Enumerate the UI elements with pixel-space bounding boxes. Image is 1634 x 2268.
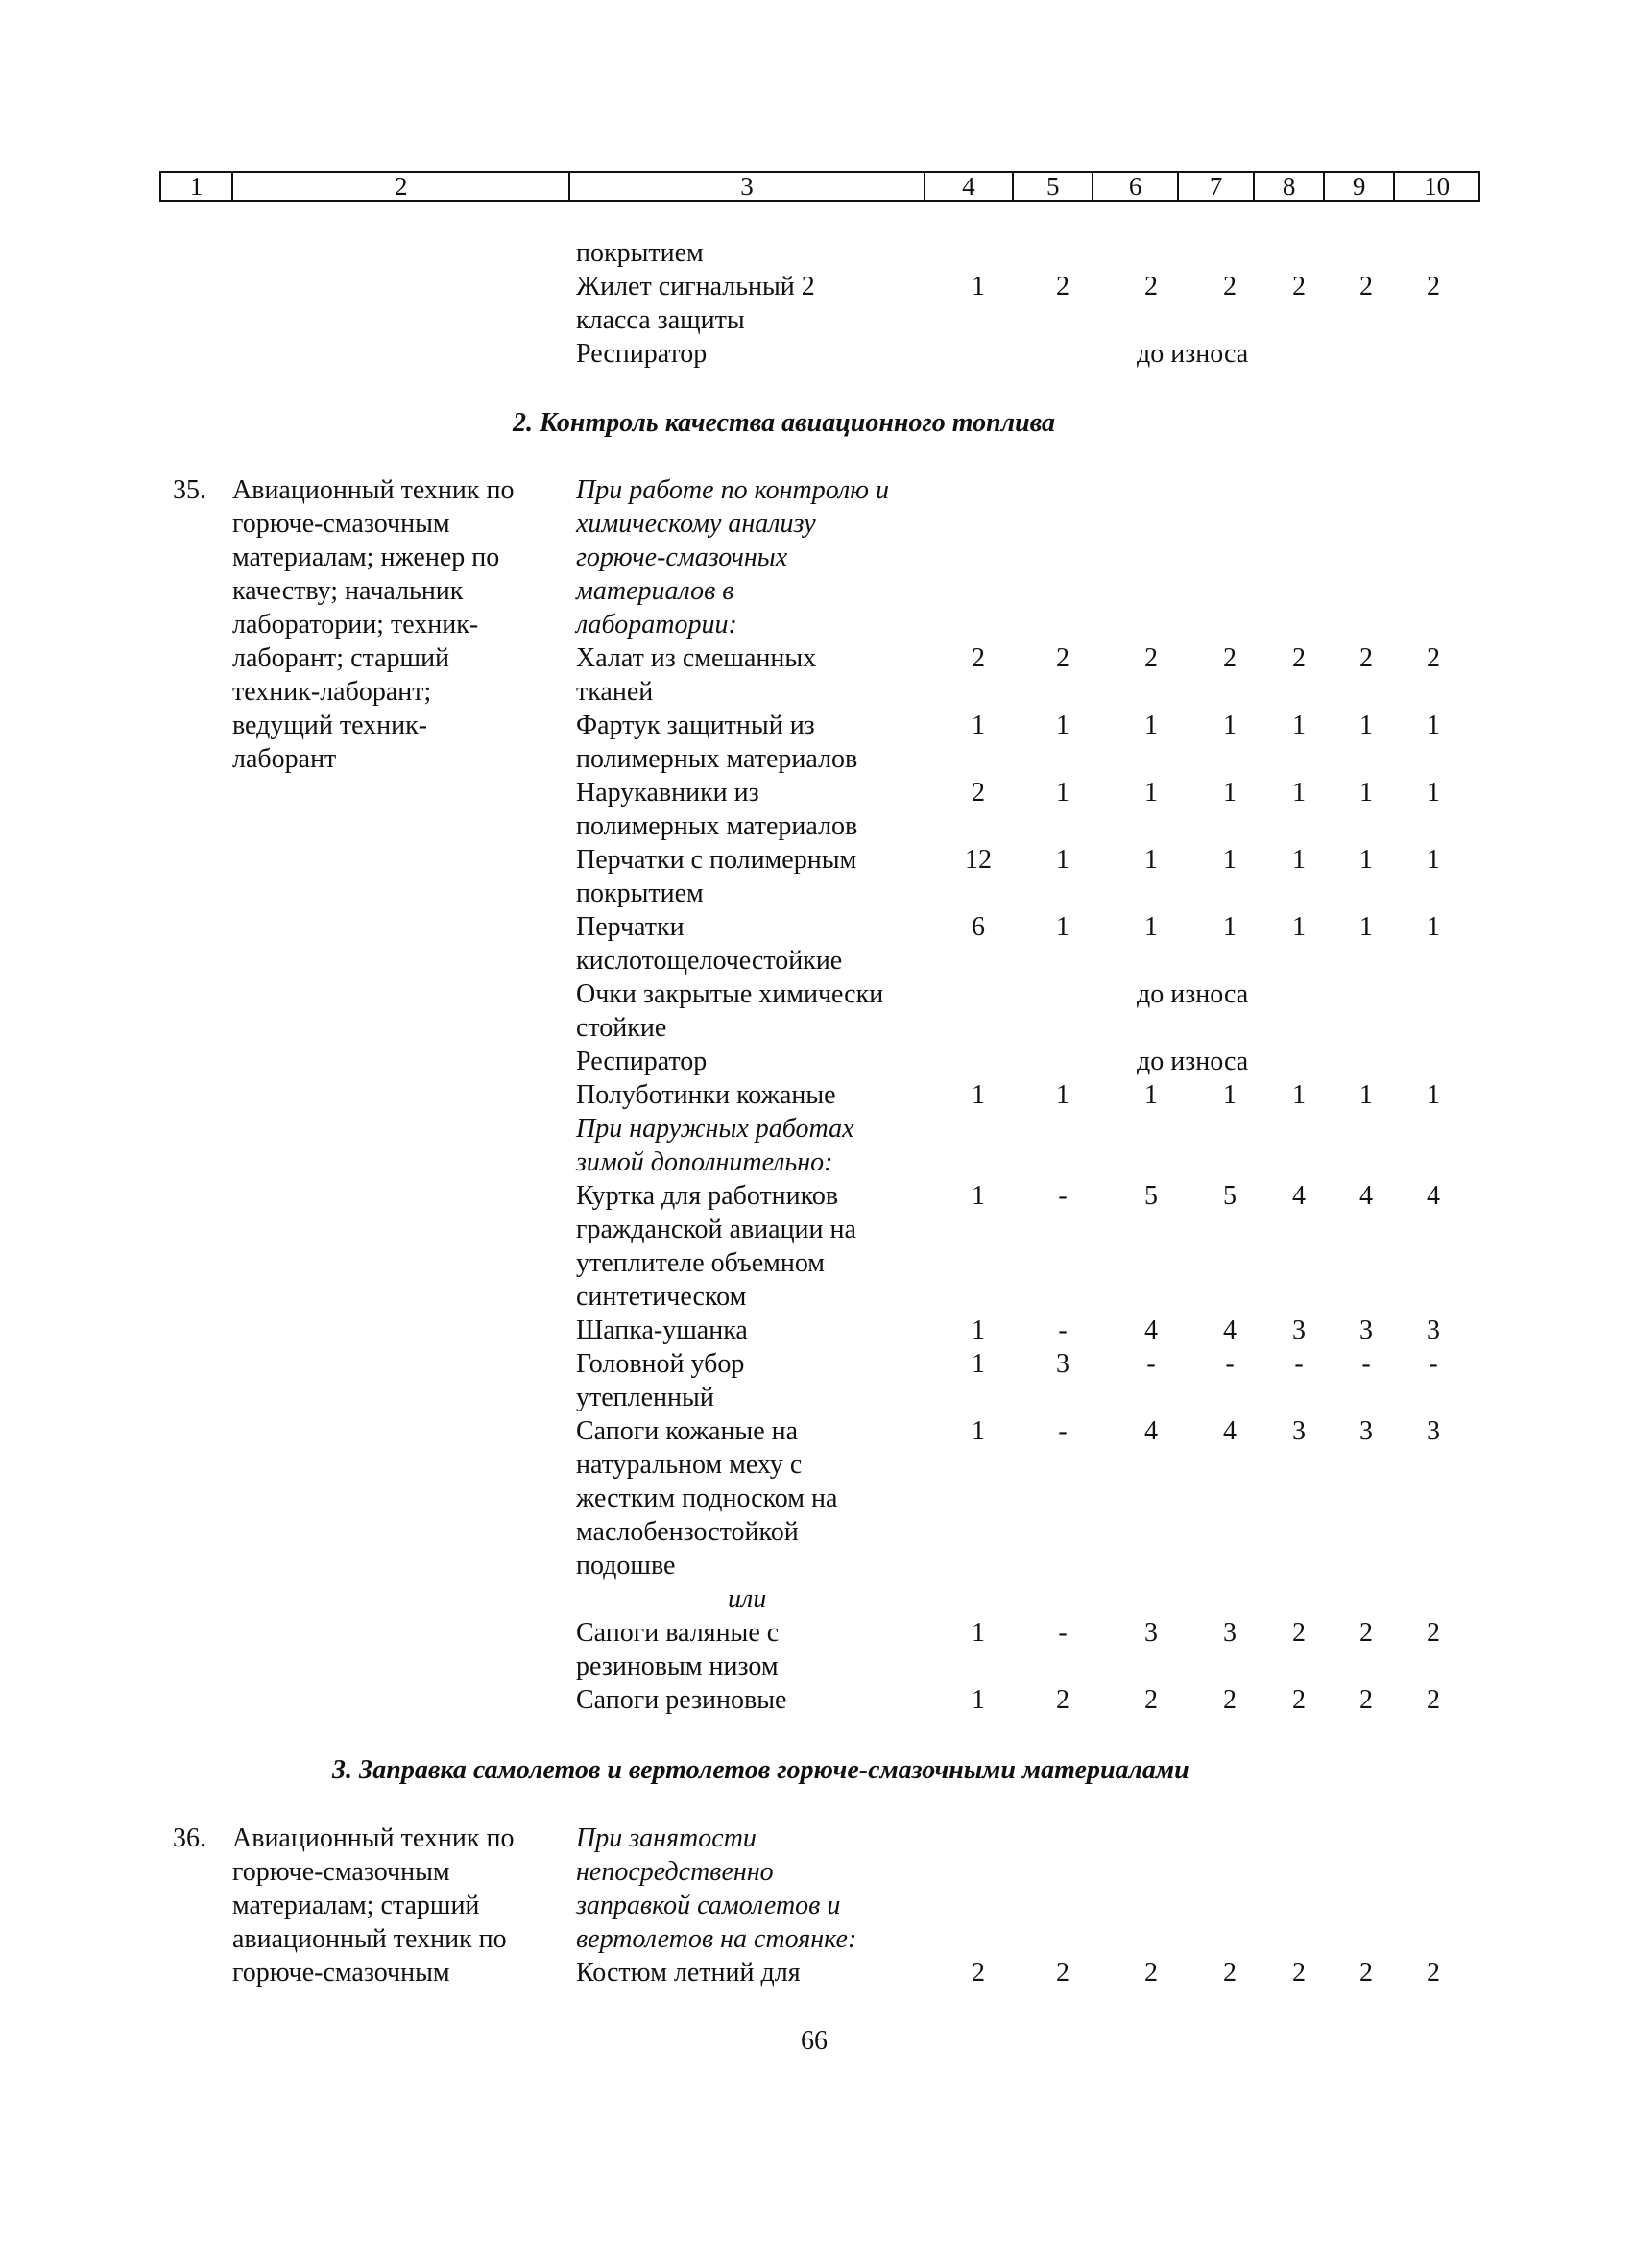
qty-col-8: 1 — [1292, 778, 1306, 808]
qty-col-4: 1 — [972, 1416, 985, 1446]
qty-col-6: - — [1146, 1349, 1156, 1379]
section-title: 3. Заправка самолетов и вертолетов горюче-смазочными материалами — [332, 1755, 1189, 1785]
item-name: Респиратор — [576, 339, 708, 369]
qty-col-8: 1 — [1292, 1080, 1306, 1110]
qty-col-6: 1 — [1144, 912, 1158, 942]
position-line: авиационный техник по — [232, 1924, 507, 1954]
qty-col-7: 2 — [1223, 643, 1237, 673]
item-number: 35. — [173, 475, 206, 505]
qty-col-10: 2 — [1427, 1958, 1440, 1988]
item-name: натуральном меху с — [576, 1450, 803, 1480]
qty-col-6: 4 — [1144, 1315, 1158, 1345]
qty-col-8: - — [1294, 1349, 1304, 1379]
qty-col-8: 2 — [1292, 272, 1306, 302]
header-col-5: 5 — [1012, 173, 1092, 200]
qty-col-5: - — [1058, 1181, 1068, 1211]
qty-col-9: 2 — [1359, 1958, 1373, 1988]
qty-col-10: 2 — [1427, 1685, 1440, 1715]
qty-col-7: 1 — [1223, 1080, 1237, 1110]
position-line: горюче-смазочным — [232, 1958, 450, 1988]
item-name: жестким подноском на — [576, 1484, 838, 1513]
qty-col-5: - — [1058, 1618, 1068, 1648]
qty-col-7: 4 — [1223, 1315, 1237, 1345]
item-name: полимерных материалов — [576, 811, 858, 841]
qty-col-5: 2 — [1056, 643, 1069, 673]
item-name: Сапоги кожаные на — [576, 1416, 799, 1446]
header-col-8: 8 — [1253, 173, 1323, 200]
item-name: Жилет сигнальный 2 — [576, 272, 815, 302]
qty-col-10: 2 — [1427, 272, 1440, 302]
position-line: материалам; старший — [232, 1891, 480, 1920]
qty-col-8: 2 — [1292, 1685, 1306, 1715]
qty-col-5: 1 — [1056, 912, 1069, 942]
qty-col-5: 1 — [1056, 778, 1069, 808]
header-col-3: 3 — [568, 173, 923, 200]
work-condition: При работе по контролю и — [576, 475, 889, 505]
qty-col-10: 3 — [1427, 1416, 1440, 1446]
item-name: утеплителе объемном — [576, 1248, 826, 1278]
item-name: Сапоги валяные с — [576, 1618, 780, 1648]
position-line: ведущий техник- — [232, 711, 428, 740]
header-col-7: 7 — [1177, 173, 1253, 200]
qty-col-4: 2 — [972, 778, 985, 808]
work-condition: материалов в — [576, 576, 734, 606]
qty-col-4: 1 — [972, 1181, 985, 1211]
qty-col-6: 2 — [1144, 643, 1158, 673]
qty-col-4: 1 — [972, 1080, 985, 1110]
qty-col-9: 2 — [1359, 1618, 1373, 1648]
header-col-10: 10 — [1393, 173, 1478, 200]
qty-col-7: 2 — [1223, 1685, 1237, 1715]
qty-col-6: 2 — [1144, 272, 1158, 302]
qty-col-9: 1 — [1359, 845, 1373, 875]
qty-col-8: 3 — [1292, 1315, 1306, 1345]
item-name: Сапоги резиновые — [576, 1685, 787, 1715]
qty-col-8: 2 — [1292, 1958, 1306, 1988]
qty-col-7: 1 — [1223, 778, 1237, 808]
item-name: покрытием — [576, 238, 704, 268]
item-name: маслобензостойкой — [576, 1517, 799, 1547]
header-col-9: 9 — [1323, 173, 1393, 200]
qty-col-9: 1 — [1359, 1080, 1373, 1110]
qty-col-9: 3 — [1359, 1315, 1373, 1345]
qty-col-4: 1 — [972, 1315, 985, 1345]
wear-term: до износа — [1137, 339, 1249, 369]
item-name: Полуботинки кожаные — [576, 1080, 836, 1110]
qty-col-6: 3 — [1144, 1618, 1158, 1648]
qty-col-10: 2 — [1427, 1618, 1440, 1648]
qty-col-5: 3 — [1056, 1349, 1069, 1379]
position-line: горюче-смазочным — [232, 509, 450, 539]
work-condition: лаборатории: — [576, 610, 737, 639]
item-name: Перчатки — [576, 912, 685, 942]
qty-col-9: - — [1361, 1349, 1371, 1379]
qty-col-7: 5 — [1223, 1181, 1237, 1211]
page-number: 66 — [801, 2026, 828, 2056]
position-line: лаборатории; техник- — [232, 610, 479, 639]
qty-col-5: 2 — [1056, 1958, 1069, 1988]
work-condition: заправкой самолетов и — [576, 1891, 841, 1920]
wear-term: до износа — [1137, 1047, 1249, 1076]
item-name: Шапка-ушанка — [576, 1315, 748, 1345]
qty-col-4: 2 — [972, 1958, 985, 1988]
item-name: Респиратор — [576, 1047, 708, 1076]
item-name: Перчатки с полимерным — [576, 845, 857, 875]
qty-col-10: - — [1429, 1349, 1438, 1379]
position-line: качеству; начальник — [232, 576, 464, 606]
qty-col-5: - — [1058, 1315, 1068, 1345]
qty-col-8: 2 — [1292, 1618, 1306, 1648]
qty-col-7: - — [1225, 1349, 1235, 1379]
qty-col-9: 2 — [1359, 1685, 1373, 1715]
qty-col-9: 1 — [1359, 778, 1373, 808]
item-name: подошве — [576, 1551, 676, 1580]
qty-col-7: 1 — [1223, 845, 1237, 875]
qty-col-10: 3 — [1427, 1315, 1440, 1345]
header-col-2: 2 — [231, 173, 568, 200]
qty-col-9: 2 — [1359, 643, 1373, 673]
qty-col-9: 4 — [1359, 1181, 1373, 1211]
qty-col-5: 1 — [1056, 845, 1069, 875]
work-condition: вертолетов на стоянке: — [576, 1924, 857, 1954]
qty-col-7: 4 — [1223, 1416, 1237, 1446]
item-name: гражданской авиации на — [576, 1215, 856, 1244]
header-col-1: 1 — [189, 172, 204, 201]
qty-col-4: 12 — [965, 845, 992, 875]
qty-col-5: 2 — [1056, 272, 1069, 302]
qty-col-10: 1 — [1427, 845, 1440, 875]
qty-col-9: 2 — [1359, 272, 1373, 302]
position-line: лаборант — [232, 744, 337, 774]
qty-col-10: 1 — [1427, 711, 1440, 740]
qty-col-6: 1 — [1144, 778, 1158, 808]
qty-col-8: 1 — [1292, 845, 1306, 875]
qty-col-4: 1 — [972, 1618, 985, 1648]
item-name: Костюм летний для — [576, 1958, 801, 1988]
work-condition: химическому анализу — [576, 509, 816, 539]
position-line: техник-лаборант; — [232, 677, 432, 707]
qty-col-5: - — [1058, 1416, 1068, 1446]
column-number-header — [159, 171, 1480, 202]
qty-col-7: 1 — [1223, 912, 1237, 942]
qty-col-8: 3 — [1292, 1416, 1306, 1446]
qty-col-7: 1 — [1223, 711, 1237, 740]
qty-col-6: 2 — [1144, 1685, 1158, 1715]
position-line: лаборант; старший — [232, 643, 450, 673]
qty-col-6: 1 — [1144, 845, 1158, 875]
header-col-6: 6 — [1092, 173, 1177, 200]
item-name: утепленный — [576, 1383, 714, 1412]
qty-col-9: 1 — [1359, 912, 1373, 942]
qty-col-4: 1 — [972, 272, 985, 302]
qty-col-10: 2 — [1427, 643, 1440, 673]
qty-col-7: 2 — [1223, 1958, 1237, 1988]
item-name: Головной убор — [576, 1349, 745, 1379]
qty-col-4: 1 — [972, 1349, 985, 1379]
qty-col-4: 2 — [972, 643, 985, 673]
qty-col-10: 1 — [1427, 778, 1440, 808]
item-name: резиновым низом — [576, 1652, 779, 1681]
section-title: 2. Контроль качества авиационного топлива — [513, 408, 1056, 438]
wear-term: до износа — [1137, 979, 1249, 1009]
item-name: Фартук защитный из — [576, 711, 815, 740]
work-condition: непосредственно — [576, 1857, 774, 1887]
qty-col-10: 1 — [1427, 1080, 1440, 1110]
qty-col-8: 1 — [1292, 912, 1306, 942]
qty-col-8: 4 — [1292, 1181, 1306, 1211]
qty-col-8: 1 — [1292, 711, 1306, 740]
item-name: Нарукавники из — [576, 778, 759, 808]
work-condition: горюче-смазочных — [576, 543, 788, 572]
or-separator: или — [728, 1584, 767, 1614]
qty-col-7: 2 — [1223, 272, 1237, 302]
position-line: горюче-смазочным — [232, 1857, 450, 1887]
item-name: класса защиты — [576, 305, 745, 335]
qty-col-6: 5 — [1144, 1181, 1158, 1211]
qty-col-6: 4 — [1144, 1416, 1158, 1446]
item-name: Халат из смешанных — [576, 643, 817, 673]
qty-col-5: 2 — [1056, 1685, 1069, 1715]
item-name: полимерных материалов — [576, 744, 858, 774]
item-name: Очки закрытые химически — [576, 979, 884, 1009]
position-line: Авиационный техник по — [232, 475, 515, 505]
qty-col-5: 1 — [1056, 1080, 1069, 1110]
position-line: Авиационный техник по — [232, 1823, 515, 1853]
item-name: покрытием — [576, 879, 704, 908]
qty-col-9: 3 — [1359, 1416, 1373, 1446]
item-name: синтетическом — [576, 1282, 747, 1312]
qty-col-4: 6 — [972, 912, 985, 942]
qty-col-5: 1 — [1056, 711, 1069, 740]
qty-col-9: 1 — [1359, 711, 1373, 740]
qty-col-6: 1 — [1144, 1080, 1158, 1110]
work-condition: При занятости — [576, 1823, 757, 1853]
qty-col-4: 1 — [972, 711, 985, 740]
qty-col-4: 1 — [972, 1685, 985, 1715]
qty-col-10: 1 — [1427, 912, 1440, 942]
qty-col-6: 2 — [1144, 1958, 1158, 1988]
qty-col-10: 4 — [1427, 1181, 1440, 1211]
header-col-4: 4 — [924, 173, 1013, 200]
qty-col-6: 1 — [1144, 711, 1158, 740]
qty-col-8: 2 — [1292, 643, 1306, 673]
position-line: материалам; нженер по — [232, 543, 500, 572]
item-name: Куртка для работников — [576, 1181, 839, 1211]
item-name: тканей — [576, 677, 654, 707]
item-name: кислотощелочестойкие — [576, 946, 843, 976]
item-name: стойкие — [576, 1013, 667, 1043]
work-condition: зимой дополнительно: — [576, 1147, 833, 1177]
work-condition: При наружных работах — [576, 1114, 854, 1144]
item-number: 36. — [173, 1823, 206, 1853]
qty-col-7: 3 — [1223, 1618, 1237, 1648]
